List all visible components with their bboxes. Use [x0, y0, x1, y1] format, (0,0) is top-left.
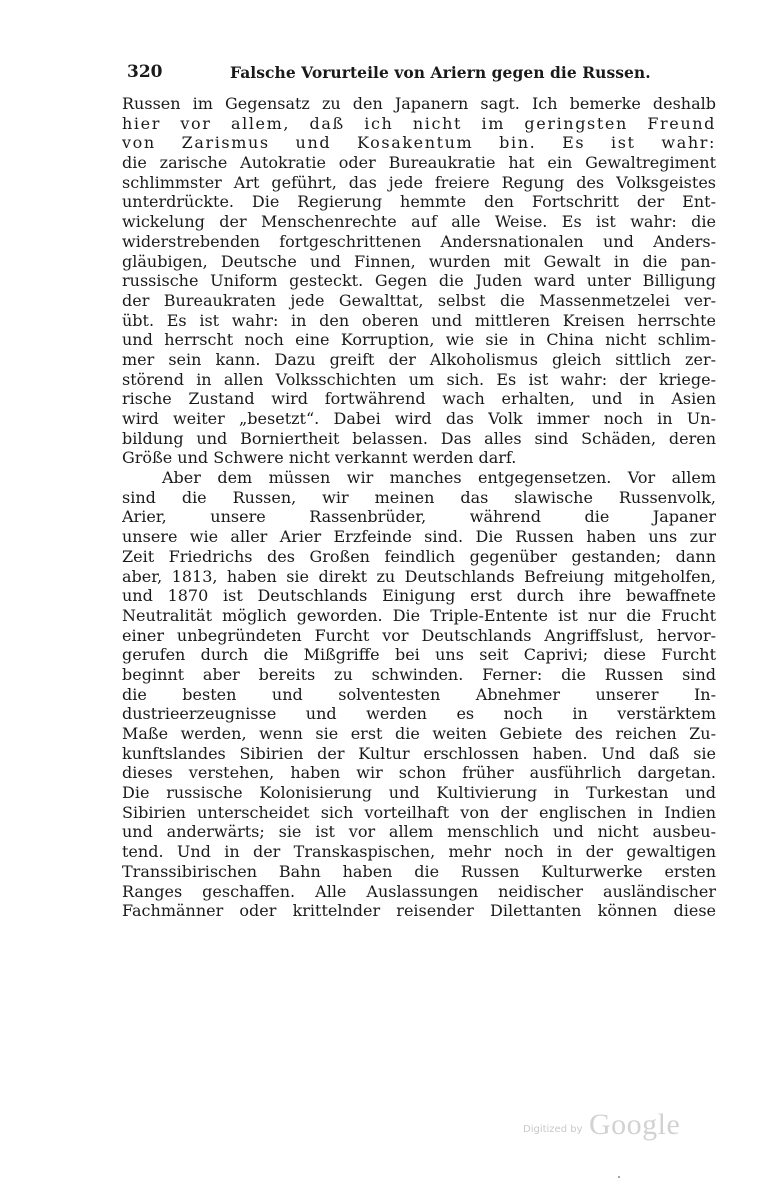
- text-line: Sibirien unterscheidet sich vorteilhaft von der englischen in Indien: [122, 802, 716, 822]
- text-line: der Bureaukraten jede Gewalttat, selbst die Massenmetzelei ver-: [122, 290, 716, 310]
- text-line: rische Zustand wird fortwährend wach erhalten, und in Asien: [122, 389, 716, 409]
- text-line: tend. Und in der Transkaspischen, mehr noch in der gewaltigen: [122, 842, 716, 862]
- text-line: widerstrebenden fortgeschrittenen Andersnationalen und Anders-: [122, 231, 716, 251]
- text-line: Fachmänner oder krittelnder reisender Dilettanten können diese: [122, 901, 716, 921]
- text-line: Arier, unsere Rassenbrüder, während die Japaner: [122, 507, 716, 527]
- text-line: sind die Russen, wir meinen das slawische Russenvolk,: [122, 487, 716, 507]
- text-line: unterdrückte. Die Regierung hemmte den Fortschritt der Ent-: [122, 192, 716, 212]
- text-line: wickelung der Menschenrechte auf alle Weise. Es ist wahr: die: [122, 212, 716, 232]
- text-line: Die russische Kolonisierung und Kultivierung in Turkestan und: [122, 783, 716, 803]
- text-line: hier vor allem, daß ich nicht im geringsten Freund: [122, 113, 716, 133]
- text-line: schlimmster Art geführt, das jede freiere Regung des Volksgeistes: [122, 172, 716, 192]
- text-line: dieses verstehen, haben wir schon früher ausführlich dargetan.: [122, 763, 716, 783]
- text-line: störend in allen Volksschichten um sich. Es ist wahr: der kriege-: [122, 369, 716, 389]
- text-line: Ranges geschaffen. Alle Auslassungen neidischer ausländischer: [122, 881, 716, 901]
- text-line: und 1870 ist Deutschlands Einigung erst durch ihre bewaffnete: [122, 586, 716, 606]
- page-header: [122, 62, 716, 88]
- watermark-brand-logo: Google: [589, 1108, 681, 1141]
- text-line: beginnt aber bereits zu schwinden. Ferner: die Russen sind: [122, 664, 716, 684]
- text-line: wird weiter „besetzt“. Dabei wird das Volk immer noch in Un-: [122, 409, 716, 428]
- text-line: russische Uniform gesteckt. Gegen die Juden ward unter Billigung: [122, 271, 716, 291]
- text-line: aber, 1813, haben sie direkt zu Deutschlands Befreiung mitgeholfen,: [122, 566, 716, 586]
- text-line: gläubigen, Deutsche und Finnen, wurden mit Gewalt in die pan-: [122, 251, 716, 271]
- book-page: [122, 62, 716, 921]
- text-line: Aber dem müssen wir manches entgegensetzen. Vor allem: [162, 468, 716, 488]
- text-line: Transsibirischen Bahn haben die Russen Kulturwerke ersten: [122, 861, 716, 881]
- text-line: Maße werden, wenn sie erst die weiten Gebiete des reichen Zu-: [122, 724, 716, 743]
- running-head: Falsche Vorurteile von Ariern gegen die Russen.: [230, 63, 651, 82]
- text-line: und anderwärts; sie ist vor allem menschlich und nicht ausbeu-: [122, 822, 716, 842]
- scan-speck: [618, 1176, 620, 1178]
- text-line: die besten und solventesten Abnehmer unserer In-: [122, 684, 716, 704]
- text-line: Zeit Friedrichs des Großen feindlich gegenüber gestanden; dann: [122, 546, 716, 566]
- watermark-prefix: Digitized by: [523, 1124, 583, 1135]
- text-line: unsere wie aller Arier Erzfeinde sind. Die Russen haben uns zur: [122, 527, 716, 547]
- text-line: mer sein kann. Dazu greift der Alkoholismus gleich sittlich zer-: [122, 349, 716, 369]
- text-line: und herrscht noch eine Korruption, wie sie in China nicht schlim-: [122, 330, 716, 350]
- text-line: Neutralität möglich geworden. Die Triple-Entente ist nur die Frucht: [122, 605, 716, 625]
- text-line: einer unbegründeten Furcht vor Deutschlands Angriffslust, hervor-: [122, 625, 716, 645]
- text-line: Größe und Schwere nicht verkannt werden darf.: [122, 448, 517, 468]
- page-number: 320: [127, 62, 163, 82]
- text-line: von Zarismus und Kosakentum bin. Es ist wahr:: [122, 133, 716, 153]
- text-line: dustrieerzeugnisse und werden es noch in verstärktem: [122, 704, 716, 724]
- text-line: kunftslandes Sibirien der Kultur erschlossen haben. Und daß sie: [122, 743, 716, 763]
- text-line: gerufen durch die Mißgriffe bei uns seit Caprivi; diese Furcht: [122, 645, 716, 665]
- text-line: die zarische Autokratie oder Bureaukratie hat ein Gewaltregiment: [122, 153, 716, 173]
- text-line: Russen im Gegensatz zu den Japanern sagt. Ich bemerke deshalb: [122, 94, 716, 113]
- text-line: übt. Es ist wahr: in den oberen und mittleren Kreisen herrschte: [122, 310, 716, 330]
- digitized-watermark: [523, 1108, 703, 1144]
- text-line: bildung und Borniertheit belassen. Das alles sind Schäden, deren: [122, 428, 716, 448]
- body-text: [122, 94, 716, 921]
